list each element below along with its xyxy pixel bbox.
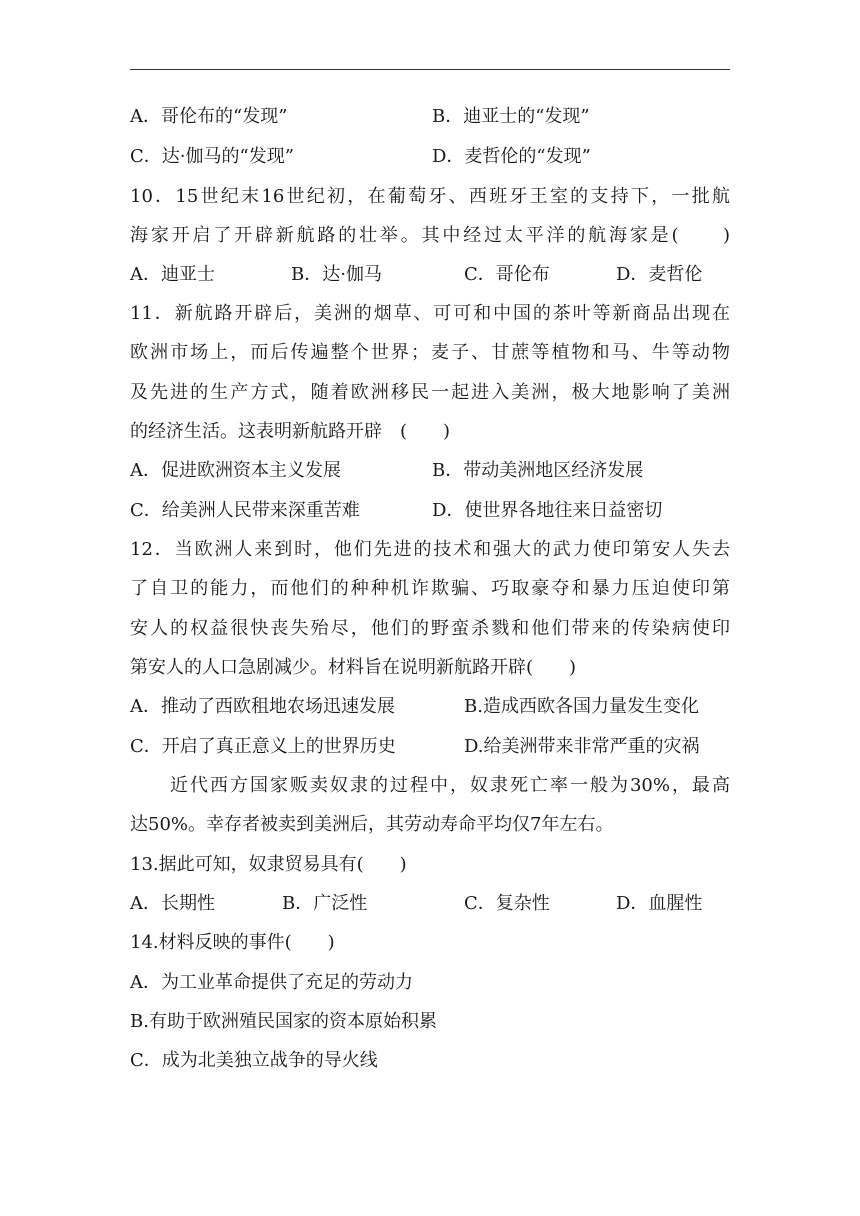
q14-stem: 14.材料反映的事件( ) (130, 932, 335, 953)
q12-stem-line-2: 了自卫的能力，而他们的种种机诈欺骗、巧取豪夺和暴力压迫使印第 (130, 578, 730, 599)
q12-option-c[interactable]: C．开启了真正意义上的世界历史 (130, 736, 396, 757)
q11-option-a[interactable]: A．促进欧洲资本主义发展 (130, 460, 341, 481)
q12-stem-line-3: 安人的权益很快丧失殆尽，他们的野蛮杀戮和他们带来的传染病使印 (130, 618, 730, 639)
q13-stem: 13.据此可知，奴隶贸易具有( ) (130, 854, 407, 875)
q10-option-d[interactable]: D．麦哲伦 (616, 264, 703, 285)
q11-stem-line-4: 的经济生活。这表明新航路开辟 ( ) (130, 421, 451, 442)
q12-option-b[interactable]: B.造成西欧各国力量发生变化 (464, 696, 699, 717)
q12-option-a[interactable]: A．推动了西欧租地农场迅速发展 (130, 696, 395, 717)
header-rule (130, 69, 730, 70)
q13-option-d[interactable]: D．血腥性 (616, 893, 703, 914)
q10-option-c[interactable]: C．哥伦布 (464, 264, 550, 285)
q11-stem-line-3: 及先进的生产方式，随着欧洲移民一起进入美洲，极大地影响了美洲 (130, 382, 730, 403)
q9-option-c[interactable]: C．达·伽马的“发现” (130, 146, 294, 167)
q12-stem-line-1: 12．当欧洲人来到时，他们先进的技术和强大的武力使印第安人失去 (130, 539, 730, 560)
q11-option-b[interactable]: B．带动美洲地区经济发展 (432, 460, 644, 481)
material-line-2: 达50%。幸存者被卖到美洲后，其劳动寿命平均仅7年左右。 (130, 814, 614, 835)
q14-option-c[interactable]: C．成为北美独立战争的导火线 (130, 1050, 378, 1071)
q11-option-c[interactable]: C．给美洲人民带来深重苦难 (130, 500, 360, 521)
q12-stem-line-4: 第安人的人口急剧减少。材料旨在说明新航路开辟( ) (130, 657, 577, 678)
q13-option-a[interactable]: A．长期性 (130, 893, 215, 914)
q10-option-b[interactable]: B．达·伽马 (291, 264, 382, 285)
q14-option-a[interactable]: A．为工业革命提供了充足的劳动力 (130, 972, 413, 993)
q10-stem-line-2: 海家开启了开辟新航路的壮举。其中经过太平洋的航海家是( ) (130, 225, 730, 246)
q11-option-d[interactable]: D．使世界各地往来日益密切 (432, 500, 663, 521)
q11-stem-line-2: 欧洲市场上，而后传遍整个世界；麦子、甘蔗等植物和马、牛等动物 (130, 342, 730, 363)
q10-option-a[interactable]: A．迪亚士 (130, 264, 215, 285)
q9-option-b[interactable]: B．迪亚士的“发现” (432, 106, 590, 127)
material-line-1: 近代西方国家贩卖奴隶的过程中，奴隶死亡率一般为30%，最高 (170, 775, 730, 796)
q9-option-d[interactable]: D．麦哲伦的“发现” (432, 146, 591, 167)
q13-option-c[interactable]: C．复杂性 (464, 893, 550, 914)
q11-stem-line-1: 11．新航路开辟后，美洲的烟草、可可和中国的茶叶等新商品出现在 (130, 303, 730, 324)
q12-option-d[interactable]: D.给美洲带来非常严重的灾祸 (464, 736, 700, 757)
q13-option-b[interactable]: B．广泛性 (282, 893, 368, 914)
q10-stem-line-1: 10．15世纪末16世纪初，在葡萄牙、西班牙王室的支持下，一批航 (130, 186, 730, 207)
q9-option-a[interactable]: A．哥伦布的“发现” (130, 106, 288, 127)
q14-option-b[interactable]: B.有助于欧洲殖民国家的资本原始积累 (130, 1011, 437, 1032)
